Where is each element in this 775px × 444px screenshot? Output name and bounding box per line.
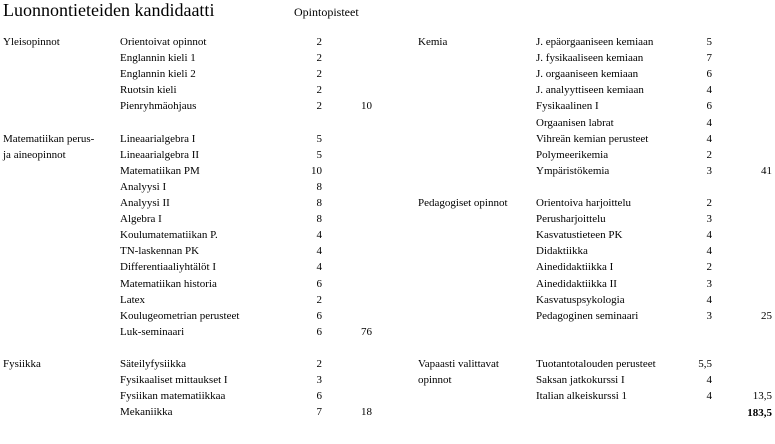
- course-name: Ainedidaktiikka II: [536, 277, 617, 290]
- course-credits: 4: [316, 261, 322, 274]
- course-credits: 4: [706, 116, 712, 129]
- course-name: Saksan jatkokurssi I: [536, 374, 625, 387]
- course-name: Kasvatuspsykologia: [536, 293, 625, 306]
- course-name: Koulugeometrian perusteet: [120, 309, 240, 322]
- course-credits: 4: [706, 390, 712, 403]
- course-credits: 3: [706, 309, 712, 322]
- course-credits: 4: [706, 245, 712, 258]
- course-credits: 2: [706, 261, 712, 274]
- course-name: Algebra I: [120, 213, 162, 226]
- course-credits: 10: [311, 164, 322, 177]
- course-credits: 3: [316, 374, 322, 387]
- course-name: Mekaniikka: [120, 406, 173, 419]
- course-credits: 2: [316, 52, 322, 65]
- group-subtotal: 41: [761, 164, 772, 177]
- course-name: Orientoiva harjoittelu: [536, 197, 631, 209]
- group-subtotal: 10: [361, 100, 372, 113]
- group-subtotal: 25: [761, 309, 772, 322]
- course-credits: 4: [706, 84, 712, 97]
- course-credits: 2: [316, 84, 322, 97]
- course-name: Perusharjoittelu: [536, 213, 606, 226]
- course-name: TN-laskennan PK: [120, 245, 200, 258]
- course-name: Luk-seminaari: [120, 325, 185, 338]
- page-title: Luonnontieteiden kandidaatti: [3, 0, 215, 20]
- course-name: J. analyyttiseen kemiaan: [536, 84, 644, 97]
- course-name: Ainedidaktiikka I: [536, 261, 614, 274]
- course-name: Matematiikan PM: [120, 164, 200, 177]
- group-name: Yleisopinnot: [3, 36, 60, 48]
- course-credits: 2: [316, 358, 322, 370]
- course-credits: 4: [706, 132, 712, 145]
- course-credits: 6: [706, 100, 712, 113]
- course-name: Tuotantotalouden perusteet: [536, 358, 656, 370]
- course-credits: 4: [706, 374, 712, 387]
- course-credits: 4: [706, 229, 712, 242]
- group-name: opinnot: [418, 374, 452, 387]
- course-name: Polymeerikemia: [536, 148, 609, 161]
- course-name: Englannin kieli 2: [120, 68, 196, 81]
- course-name: Lineaarialgebra II: [120, 148, 200, 161]
- course-name: Differentiaaliyhtälöt I: [120, 261, 217, 274]
- course-credits: 2: [316, 100, 322, 113]
- grand-total: 183,5: [747, 407, 772, 419]
- course-name: Pienryhmäohjaus: [120, 100, 197, 113]
- course-name: Vihreän kemian perusteet: [536, 132, 649, 145]
- group-name: Kemia: [418, 36, 448, 48]
- course-credits: 3: [706, 213, 712, 226]
- course-name: Didaktiikka: [536, 245, 588, 258]
- course-name: J. fysikaaliseen kemiaan: [536, 52, 644, 65]
- course-name: Ruotsin kieli: [120, 84, 177, 97]
- course-name: Fysikaaliset mittaukset I: [120, 374, 228, 387]
- course-credits: 6: [316, 325, 322, 338]
- group-subtotal: 18: [361, 406, 372, 419]
- course-credits: 7: [706, 52, 712, 65]
- course-credits: 2: [316, 68, 322, 81]
- course-credits: 7: [316, 406, 322, 419]
- course-name: Matematiikan historia: [120, 277, 217, 290]
- course-credits: 6: [316, 277, 322, 290]
- course-name: Englannin kieli 1: [120, 52, 196, 65]
- course-credits: 3: [706, 164, 712, 177]
- course-name: Latex: [120, 293, 146, 306]
- course-name: Pedagoginen seminaari: [536, 309, 639, 322]
- course-name: Säteilyfysiikka: [120, 358, 186, 370]
- course-credits: 8: [316, 213, 322, 226]
- group-name: ja aineopinnot: [3, 148, 66, 161]
- course-name: J. orgaaniseen kemiaan: [536, 68, 639, 81]
- course-name: Orgaanisen labrat: [536, 116, 614, 129]
- course-credits: 3: [706, 277, 712, 290]
- course-name: Analyysi II: [120, 197, 170, 209]
- course-credits: 5,5: [698, 358, 712, 370]
- group-name: Fysiikka: [3, 358, 41, 370]
- course-name: Analyysi I: [120, 180, 167, 193]
- group-name: Matematiikan perus-: [3, 132, 95, 145]
- course-credits: 2: [706, 197, 712, 209]
- course-credits: 2: [316, 293, 322, 306]
- course-credits: 2: [706, 148, 712, 161]
- credits-column-header: Opintopisteet: [294, 5, 359, 19]
- course-credits: 8: [316, 197, 322, 209]
- group-name: Pedagogiset opinnot: [418, 197, 508, 209]
- group-subtotal: 76: [361, 325, 372, 338]
- course-credits: 5: [706, 36, 712, 48]
- course-name: Ympäristökemia: [536, 164, 610, 177]
- course-name: Fysiikan matematiikkaa: [120, 390, 226, 403]
- course-credits: 4: [316, 245, 322, 258]
- course-name: J. epäorgaaniseen kemiaan: [536, 36, 654, 48]
- course-credits: 6: [316, 309, 322, 322]
- course-credits: 4: [316, 229, 322, 242]
- course-credits: 6: [316, 390, 322, 403]
- course-name: Koulumatematiikan P.: [120, 229, 218, 242]
- course-name: Lineaarialgebra I: [120, 132, 196, 145]
- course-credits: 5: [316, 132, 322, 145]
- course-name: Italian alkeiskurssi 1: [536, 390, 628, 403]
- group-name: Vapaasti valittavat: [418, 358, 499, 370]
- course-name: Orientoivat opinnot: [120, 36, 207, 48]
- course-name: Fysikaalinen I: [536, 100, 599, 113]
- course-credits: 2: [316, 36, 322, 48]
- group-subtotal: 13,5: [752, 390, 772, 403]
- course-credits: 5: [316, 148, 322, 161]
- course-credits: 4: [706, 293, 712, 306]
- course-credits: 6: [706, 68, 712, 81]
- course-name: Kasvatustieteen PK: [536, 229, 623, 242]
- course-credits: 8: [316, 180, 322, 193]
